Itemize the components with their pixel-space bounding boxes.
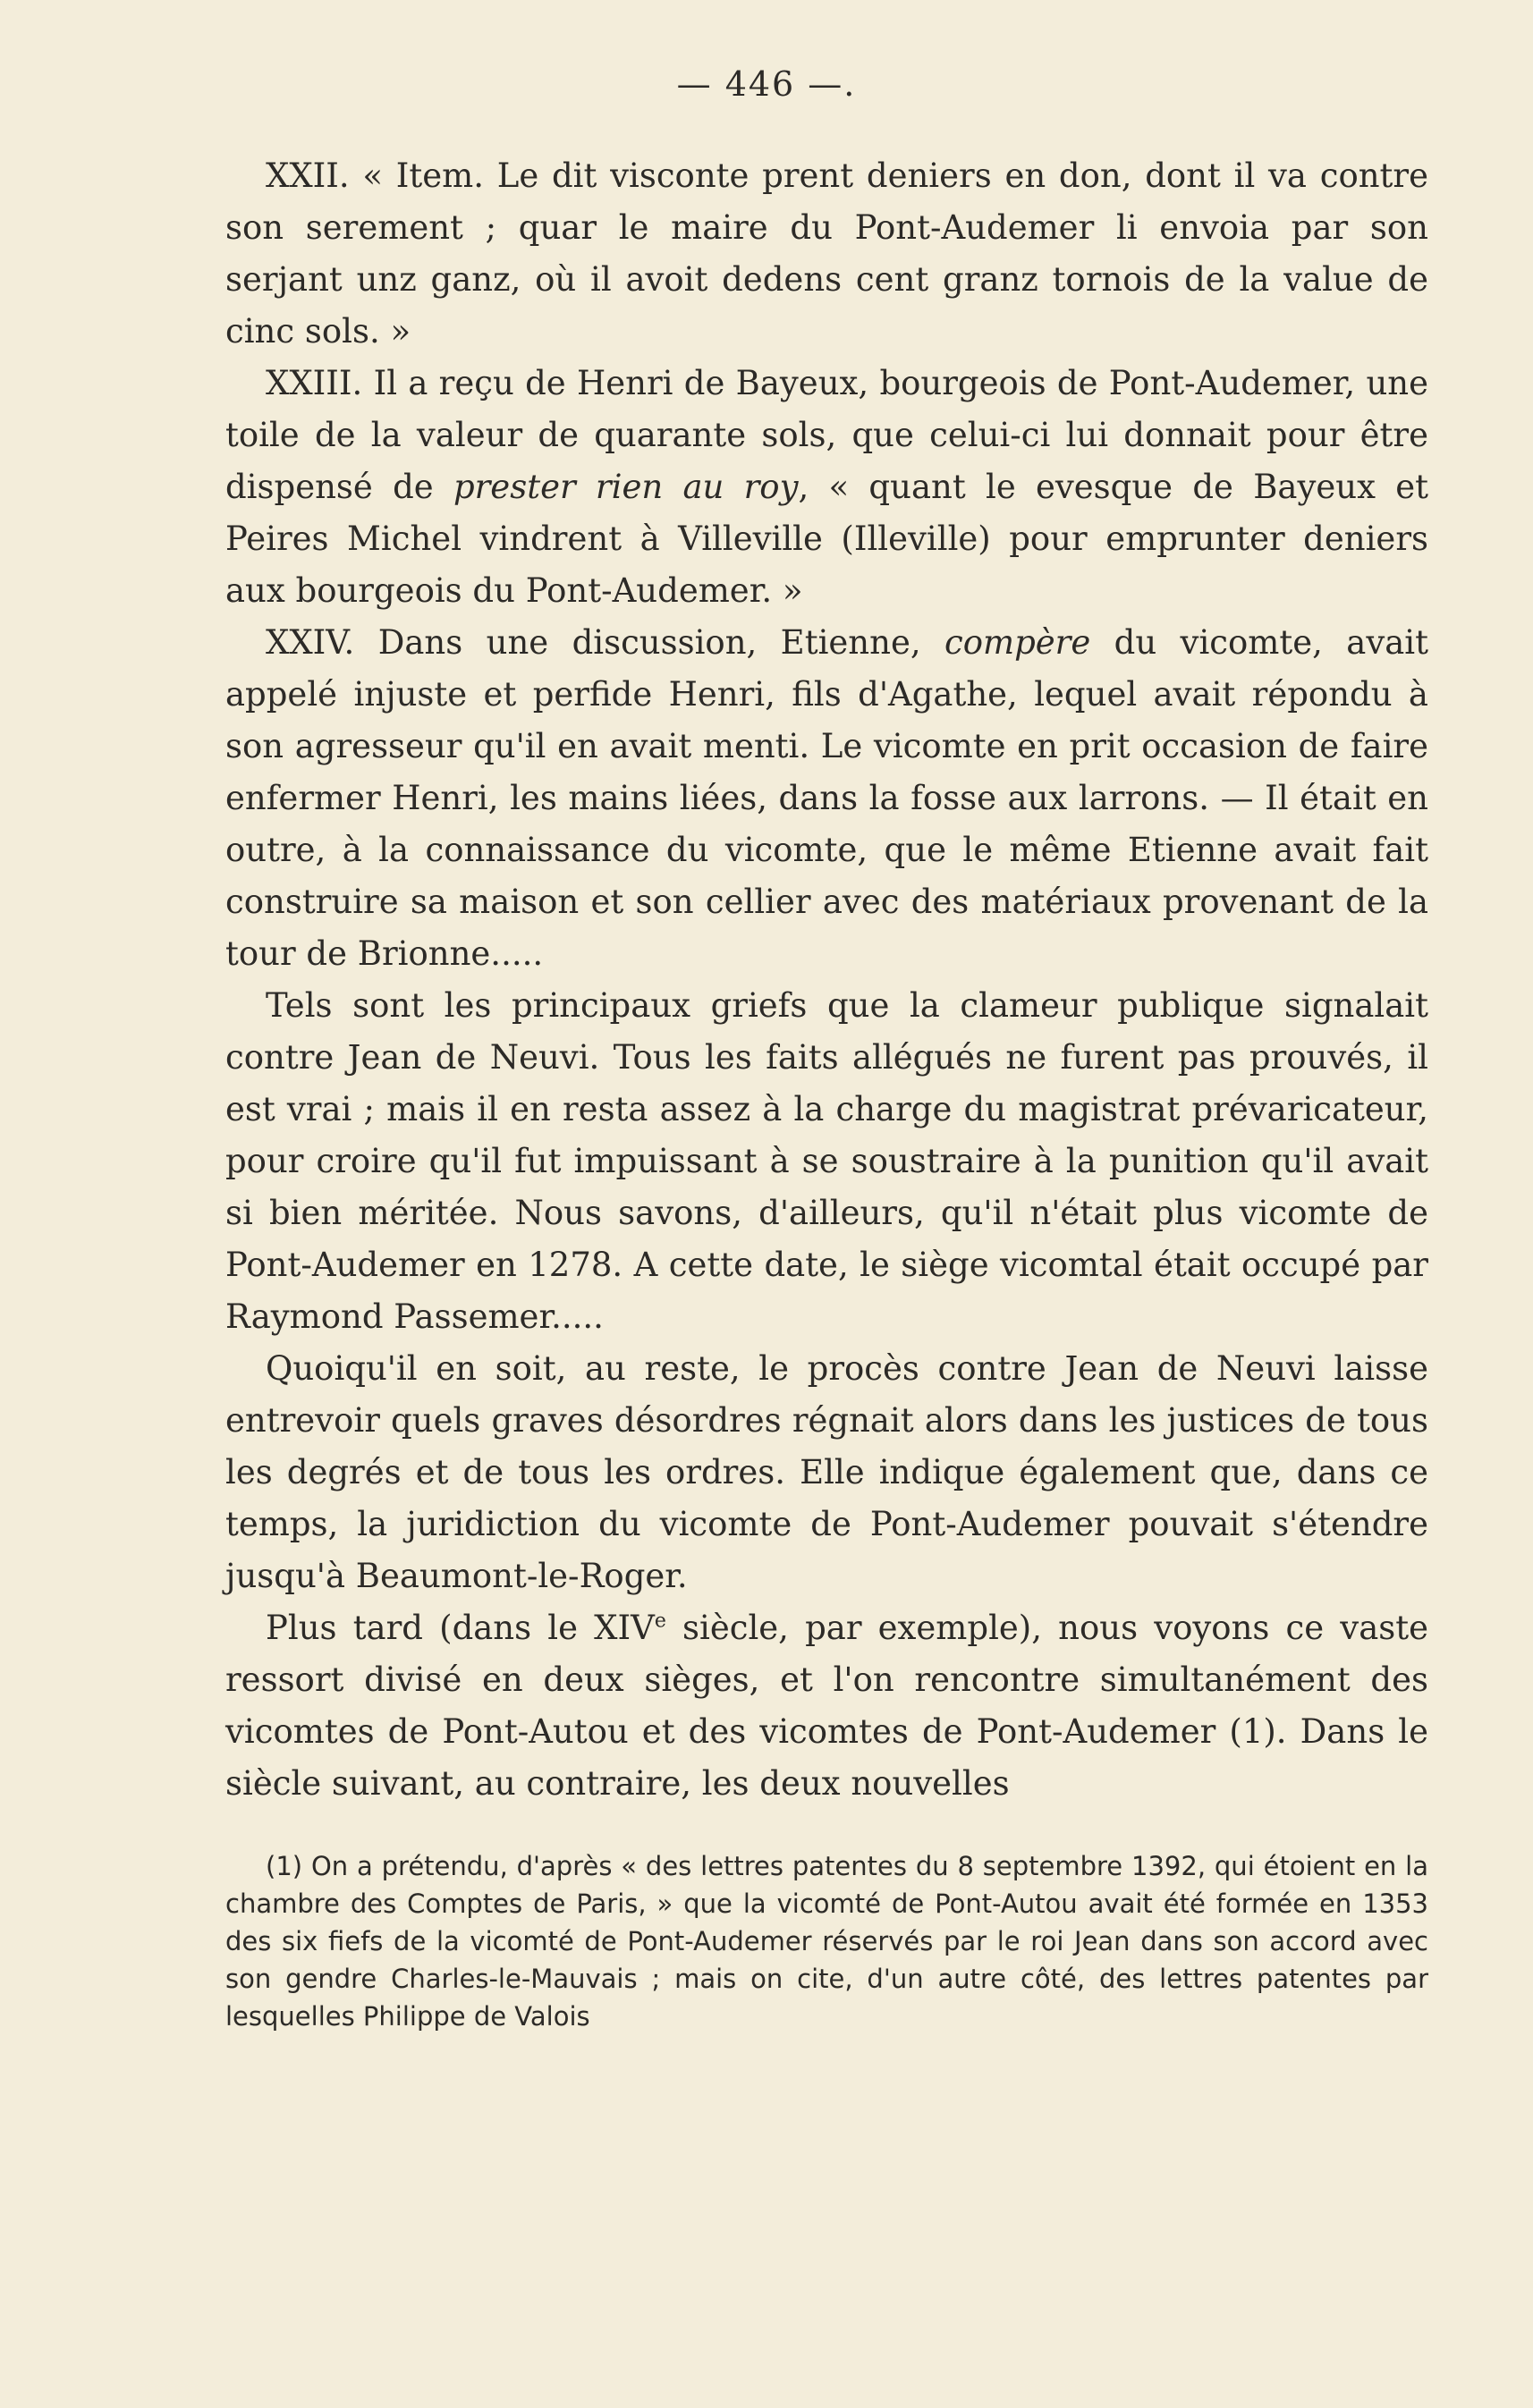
paragraph-text: Tels sont les principaux griefs que la clameur publique signalait contre Jean de Neuvi. Tous les faits allégués ne furent pas prouvés, il est vrai ; mais il en resta assez à la charge du magistrat prévaricateur, pour croire qu'il fut impuissant à se soustraire à la punition qu'il avait si bien méritée. Nous savons, d'ailleurs, qu'il n'était plus vicomte de Pont-Audemer en 1278. A cette date, le siège vicomtal était occupé par Raymond Passemer.....: [225, 986, 1428, 1336]
italic-word: compère: [944, 623, 1091, 662]
paragraph-proces: [225, 1343, 1428, 1602]
paragraph-text: XXII. « Item. Le dit visconte prent deniers en don, dont il va contre son serement ; quar le maire du Pont-Audemer li envoia par son serjant unz ganz, où il avoit dedens cent granz tornois de la value de cinc sols. »: [225, 156, 1428, 351]
paragraph-xxiv: [225, 617, 1428, 980]
body-text: [225, 150, 1428, 1810]
paragraph-text: XXIII. Il a reçu de Henri de Bayeux, bourgeois de Pont-Audemer, une toile de la valeur de quarante sols, que celui-ci lui donnait pour être dispensé de: [225, 364, 1428, 506]
paragraph-xxii: [225, 150, 1428, 358]
paragraph-text: siècle, par exemple), nous voyons ce vaste ressort divisé en deux sièges, et l'on rencontre simultanément des vicomtes de Pont-Autou et des vicomtes de Pont-Audemer (1). Dans le siècle suivant, au contraire, les deux nouvelles: [225, 1609, 1429, 1803]
paragraph-griefs: [225, 980, 1428, 1343]
paragraph-text: Plus tard (dans le XIV: [266, 1609, 655, 1647]
paragraph-text: XXIV. Dans une discussion, Etienne,: [266, 623, 944, 662]
paragraph-xxiii: [225, 358, 1428, 617]
paragraph-plus-tard: [225, 1602, 1428, 1810]
century-superscript: e: [654, 1610, 666, 1633]
paragraph-text: du vicomte, avait appelé injuste et perfide Henri, fils d'Agathe, lequel avait répondu à son agresseur qu'il en avait menti. Le vicomte en prit occasion de faire enfermer Henri, les mains liées, dans la fosse aux larrons. — Il était en outre, à la connaissance du vicomte, que le même Etienne avait fait construire sa maison et son cellier avec des matériaux provenant de la tour de Brionne.....: [225, 623, 1428, 973]
paragraph-text: , « quant le evesque de Bayeux et Peires Michel vindrent à Villeville (Illeville) pour emprunter deniers aux bourgeois du Pont-Audemer. »: [225, 468, 1428, 610]
footnotes: [225, 1847, 1428, 2035]
italic-quote: prester rien au roy: [453, 468, 799, 506]
footnote: (1) On a prétendu, d'après « des lettres patentes du 8 septembre 1392, qui étoient en la chambre des Comptes de Paris, » que la vicomté de Pont-Autou avait été formée en 1353 des six fiefs de la vicomté de Pont-Audemer réservés par le roi Jean dans son accord avec son gendre Charles-le-Mauvais ; mais on cite, d'un autre côté, des lettres patentes par lesquelles Philippe de Valois: [225, 1851, 1428, 2032]
page-number: — 446 —.: [676, 64, 857, 104]
paragraph-text: Quoiqu'il en soit, au reste, le procès contre Jean de Neuvi laisse entrevoir quels graves désordres régnait alors dans les justices de tous les degrés et de tous les ordres. Elle indique également que, dans ce temps, la juridiction du vicomte de Pont-Audemer pouvait s'étendre jusqu'à Beaumont-le-Roger.: [225, 1349, 1428, 1595]
